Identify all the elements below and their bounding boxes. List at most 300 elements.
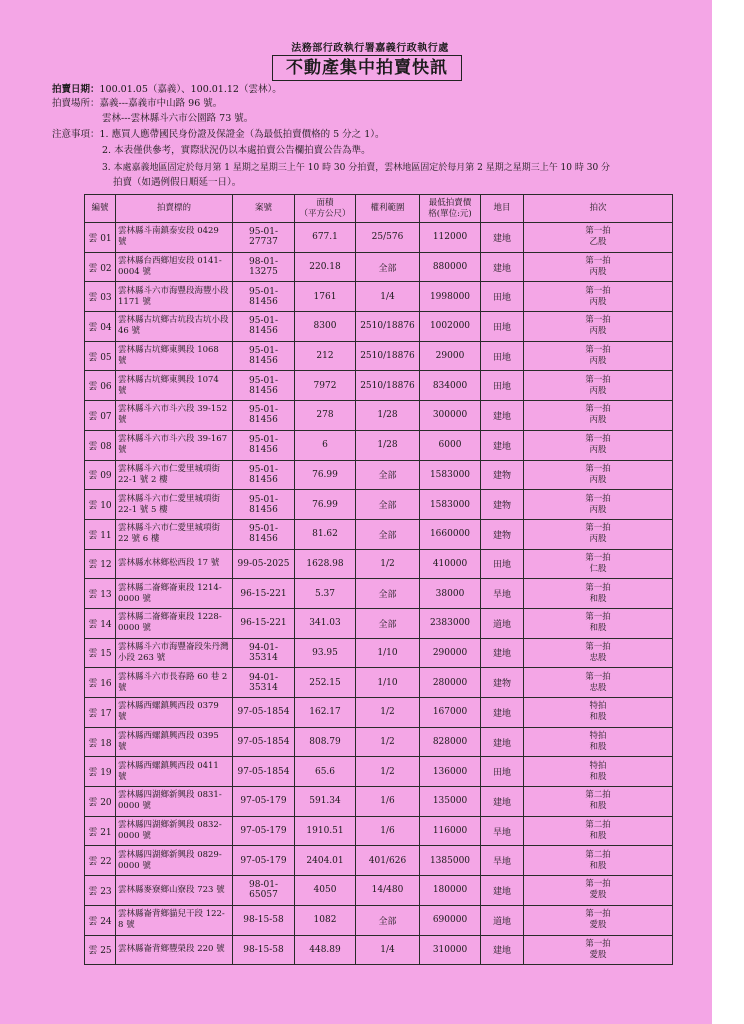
division-label: 丙股 (589, 356, 607, 367)
cell-land-use: 田地 (481, 341, 524, 371)
cell-rights: 1/4 (356, 282, 420, 312)
cell-no: 雲 02 (85, 252, 116, 282)
cell-case-no: 96-15-221 (233, 579, 295, 609)
cell-price: 280000 (420, 668, 481, 698)
header-price-line1: 最低拍賣價 (428, 197, 472, 208)
round-label: 第一拍 (585, 938, 611, 949)
cell-area: 341.03 (295, 608, 356, 638)
round-label: 第一拍 (585, 641, 611, 652)
cell-price: 310000 (420, 935, 481, 965)
cell-round (524, 430, 673, 460)
cell-case-no: 95-01-81456 (233, 312, 295, 342)
cell-no: 雲 12 (85, 549, 116, 579)
table-row (85, 223, 673, 253)
cell-land-use: 建地 (481, 787, 524, 817)
header-area (295, 195, 356, 223)
cell-area: 1761 (295, 282, 356, 312)
cell-round (524, 519, 673, 549)
cell-case-no: 95-01-81456 (233, 341, 295, 371)
cell-case-no: 97-05-1854 (233, 698, 295, 728)
cell-no: 雲 08 (85, 430, 116, 460)
cell-round (524, 816, 673, 846)
cell-rights: 1/4 (356, 935, 420, 965)
header-price (420, 195, 481, 223)
cell-no: 雲 15 (85, 638, 116, 668)
cell-item: 雲林縣水林鄉松西段 17 號 (116, 549, 233, 579)
round-label: 第一拍 (585, 523, 611, 534)
notes-label: 注意事項： (52, 129, 100, 140)
division-label: 忠股 (589, 682, 607, 693)
table-row (85, 252, 673, 282)
division-label: 和股 (589, 742, 607, 753)
cell-rights: 14/480 (356, 876, 420, 906)
cell-land-use: 建地 (481, 698, 524, 728)
division-label: 仁股 (589, 563, 607, 574)
venue-chiayi: 嘉義---嘉義市中山路 96 號。 (99, 98, 223, 109)
division-label: 和股 (589, 771, 607, 782)
division-label: 和股 (589, 860, 607, 871)
cell-land-use: 建物 (481, 668, 524, 698)
round-label: 第一拍 (585, 285, 611, 296)
cell-area: 1628.98 (295, 549, 356, 579)
cell-round (524, 223, 673, 253)
cell-land-use: 田地 (481, 282, 524, 312)
cell-item: 雲林縣崙背鄉貓兒干段 122-8 號 (116, 905, 233, 935)
round-label: 第一拍 (585, 879, 611, 890)
cell-no: 雲 07 (85, 401, 116, 431)
cell-round (524, 846, 673, 876)
division-label: 丙股 (589, 326, 607, 337)
table-row (85, 638, 673, 668)
cell-item: 雲林縣四湖鄉新興段 0831-0000 號 (116, 787, 233, 817)
round-label: 第一拍 (585, 345, 611, 356)
cell-no: 雲 24 (85, 905, 116, 935)
cell-land-use: 田地 (481, 757, 524, 787)
cell-land-use: 建地 (481, 638, 524, 668)
cell-area: 76.99 (295, 490, 356, 520)
auction-date-label: 拍賣日期： (52, 84, 100, 95)
cell-land-use: 建地 (481, 223, 524, 253)
division-label: 和股 (589, 623, 607, 634)
round-label: 特拍 (589, 731, 607, 742)
cell-land-use: 建物 (481, 490, 524, 520)
division-label: 丙股 (589, 296, 607, 307)
cell-price: 180000 (420, 876, 481, 906)
cell-land-use: 建物 (481, 519, 524, 549)
cell-item: 雲林縣斗六市海豐段海豐小段 1171 號 (116, 282, 233, 312)
header-rights: 權利範圍 (356, 195, 420, 223)
cell-round (524, 757, 673, 787)
table-row (85, 312, 673, 342)
table-row (85, 935, 673, 965)
division-label: 丙股 (589, 267, 607, 278)
round-label: 第一拍 (585, 256, 611, 267)
cell-no: 雲 06 (85, 371, 116, 401)
cell-case-no: 97-05-179 (233, 787, 295, 817)
cell-area: 4050 (295, 876, 356, 906)
cell-no: 雲 05 (85, 341, 116, 371)
cell-case-no: 95-01-81456 (233, 490, 295, 520)
cell-land-use: 田地 (481, 312, 524, 342)
cell-round (524, 698, 673, 728)
division-label: 丙股 (589, 385, 607, 396)
cell-land-use: 建地 (481, 876, 524, 906)
cell-price: 1660000 (420, 519, 481, 549)
cell-rights: 1/2 (356, 727, 420, 757)
cell-area: 2404.01 (295, 846, 356, 876)
cell-item: 雲林縣四湖鄉新興段 0829-0000 號 (116, 846, 233, 876)
note-2: 2. 本表僅供參考，實際狀況仍以本處拍賣公告欄拍賣公告為準。 (102, 145, 371, 156)
table-row (85, 460, 673, 490)
cell-item: 雲林縣西螺鎮興西段 0395 號 (116, 727, 233, 757)
table-row (85, 371, 673, 401)
round-label: 第二拍 (585, 849, 611, 860)
venue-line (52, 98, 222, 110)
division-label: 丙股 (589, 445, 607, 456)
cell-rights: 全部 (356, 905, 420, 935)
cell-item: 雲林縣斗六市斗六段 39-167 號 (116, 430, 233, 460)
cell-price: 2383000 (420, 608, 481, 638)
cell-land-use: 建地 (481, 401, 524, 431)
cell-round (524, 876, 673, 906)
cell-no: 雲 10 (85, 490, 116, 520)
cell-case-no: 95-01-81456 (233, 519, 295, 549)
cell-case-no: 97-05-179 (233, 846, 295, 876)
note-3-line-1: 3. 本處嘉義地區固定於每月第 1 星期之星期三上午 10 時 30 分拍賣，雲林地區固定於每月第 2 星期之星期三上午 10 時 30 分 (102, 163, 611, 173)
cell-land-use: 旱地 (481, 816, 524, 846)
cell-area: 591.34 (295, 787, 356, 817)
document-title: 不動產集中拍賣快訊 (272, 55, 462, 81)
header-area-line1: 面積 (316, 197, 334, 208)
division-label: 和股 (589, 593, 607, 604)
cell-item: 雲林縣斗南鎮泰安段 0429 號 (116, 223, 233, 253)
cell-price: 167000 (420, 698, 481, 728)
cell-round (524, 579, 673, 609)
header-area-line2: （平方公尺） (299, 208, 351, 219)
cell-round (524, 252, 673, 282)
cell-round (524, 282, 673, 312)
cell-area: 448.89 (295, 935, 356, 965)
header-price-line2: 格(單位:元) (428, 208, 472, 219)
cell-land-use: 道地 (481, 905, 524, 935)
notes-line-1 (52, 129, 385, 141)
cell-rights: 1/28 (356, 430, 420, 460)
division-label: 丙股 (589, 474, 607, 485)
cell-round (524, 312, 673, 342)
note-3-line-2: 拍賣（如遇例假日順延一日）。 (113, 177, 242, 188)
cell-item: 雲林縣斗六市仁愛里城項街 22-1 號 2 樓 (116, 460, 233, 490)
table-row (85, 282, 673, 312)
round-label: 第一拍 (585, 493, 611, 504)
round-label: 第一拍 (585, 612, 611, 623)
auction-date-value: 100.01.05（嘉義）、100.01.12（雲林）。 (99, 84, 282, 95)
division-label: 乙股 (589, 237, 607, 248)
cell-rights: 全部 (356, 579, 420, 609)
table-row (85, 757, 673, 787)
cell-rights: 1/2 (356, 549, 420, 579)
cell-case-no: 98-01-65057 (233, 876, 295, 906)
cell-area: 81.62 (295, 519, 356, 549)
venue-label: 拍賣場所： (52, 98, 100, 109)
cell-price: 1002000 (420, 312, 481, 342)
table-body (85, 223, 673, 965)
cell-case-no: 94-01-35314 (233, 668, 295, 698)
cell-price: 828000 (420, 727, 481, 757)
cell-price: 135000 (420, 787, 481, 817)
cell-land-use: 田地 (481, 549, 524, 579)
cell-case-no: 95-01-81456 (233, 430, 295, 460)
cell-no: 雲 01 (85, 223, 116, 253)
cell-round (524, 401, 673, 431)
cell-price: 834000 (420, 371, 481, 401)
table-row (85, 846, 673, 876)
table-row (85, 668, 673, 698)
cell-area: 5.37 (295, 579, 356, 609)
table-row (85, 341, 673, 371)
round-label: 第一拍 (585, 404, 611, 415)
cell-round (524, 787, 673, 817)
venue-yunlin: 雲林---雲林縣斗六市公園路 73 號。 (102, 113, 254, 124)
cell-case-no: 97-05-1854 (233, 727, 295, 757)
cell-price: 1583000 (420, 490, 481, 520)
cell-case-no: 94-01-35314 (233, 638, 295, 668)
cell-area: 6 (295, 430, 356, 460)
table-row (85, 519, 673, 549)
scan-margin (712, 0, 744, 1024)
cell-rights: 2510/18876 (356, 371, 420, 401)
cell-rights: 2510/18876 (356, 341, 420, 371)
cell-area: 162.17 (295, 698, 356, 728)
header-land-use: 地目 (481, 195, 524, 223)
table-row (85, 608, 673, 638)
cell-price: 112000 (420, 223, 481, 253)
cell-item: 雲林縣斗六市海豐崙段朱丹灣小段 263 號 (116, 638, 233, 668)
cell-rights: 全部 (356, 490, 420, 520)
cell-round (524, 905, 673, 935)
cell-price: 410000 (420, 549, 481, 579)
cell-land-use: 建地 (481, 252, 524, 282)
cell-land-use: 建地 (481, 430, 524, 460)
division-label: 和股 (589, 831, 607, 842)
table-row (85, 905, 673, 935)
cell-no: 雲 23 (85, 876, 116, 906)
auction-date-line (52, 84, 282, 96)
cell-area: 278 (295, 401, 356, 431)
round-label: 第一拍 (585, 552, 611, 563)
cell-case-no: 95-01-81456 (233, 401, 295, 431)
cell-no: 雲 21 (85, 816, 116, 846)
cell-round (524, 341, 673, 371)
cell-round (524, 727, 673, 757)
cell-land-use: 道地 (481, 608, 524, 638)
round-label: 第二拍 (585, 820, 611, 831)
division-label: 丙股 (589, 534, 607, 545)
table-row (85, 549, 673, 579)
cell-price: 1583000 (420, 460, 481, 490)
cell-area: 808.79 (295, 727, 356, 757)
cell-case-no: 99-05-2025 (233, 549, 295, 579)
cell-rights: 1/28 (356, 401, 420, 431)
division-label: 愛股 (589, 920, 607, 931)
cell-case-no: 95-01-81456 (233, 282, 295, 312)
round-label: 特拍 (589, 701, 607, 712)
table-row (85, 787, 673, 817)
cell-area: 677.1 (295, 223, 356, 253)
cell-rights: 1/10 (356, 668, 420, 698)
cell-rights: 1/10 (356, 638, 420, 668)
cell-case-no: 97-05-1854 (233, 757, 295, 787)
cell-item: 雲林縣斗六市仁愛里城項街 22 號 6 樓 (116, 519, 233, 549)
cell-round (524, 549, 673, 579)
cell-no: 雲 13 (85, 579, 116, 609)
cell-area: 7972 (295, 371, 356, 401)
cell-rights: 401/626 (356, 846, 420, 876)
cell-no: 雲 11 (85, 519, 116, 549)
cell-no: 雲 18 (85, 727, 116, 757)
cell-land-use: 建地 (481, 935, 524, 965)
cell-no: 雲 19 (85, 757, 116, 787)
table-row (85, 490, 673, 520)
cell-land-use: 建物 (481, 460, 524, 490)
header-no: 編號 (85, 195, 116, 223)
cell-case-no: 95-01-81456 (233, 460, 295, 490)
table-row (85, 876, 673, 906)
cell-no: 雲 22 (85, 846, 116, 876)
cell-land-use: 建地 (481, 727, 524, 757)
division-label: 丙股 (589, 504, 607, 515)
cell-rights: 全部 (356, 252, 420, 282)
cell-round (524, 668, 673, 698)
cell-no: 雲 03 (85, 282, 116, 312)
cell-rights: 全部 (356, 519, 420, 549)
cell-item: 雲林縣古坑鄉東興段 1068 號 (116, 341, 233, 371)
round-label: 第一拍 (585, 909, 611, 920)
cell-rights: 1/2 (356, 757, 420, 787)
cell-item: 雲林縣斗六市長春路 60 巷 2 號 (116, 668, 233, 698)
cell-price: 1998000 (420, 282, 481, 312)
cell-round (524, 371, 673, 401)
cell-rights: 1/6 (356, 816, 420, 846)
cell-case-no: 95-01-27737 (233, 223, 295, 253)
cell-round (524, 460, 673, 490)
cell-area: 212 (295, 341, 356, 371)
table-row (85, 430, 673, 460)
cell-price: 1385000 (420, 846, 481, 876)
cell-round (524, 638, 673, 668)
cell-item: 雲林縣西螺鎮興西段 0411 號 (116, 757, 233, 787)
table-row (85, 579, 673, 609)
cell-rights: 1/6 (356, 787, 420, 817)
round-label: 第一拍 (585, 463, 611, 474)
cell-round (524, 490, 673, 520)
cell-no: 雲 16 (85, 668, 116, 698)
cell-item: 雲林縣四湖鄉新興段 0832-0000 號 (116, 816, 233, 846)
cell-item: 雲林縣古坑鄉古坑段古坑小段 46 號 (116, 312, 233, 342)
round-label: 特拍 (589, 760, 607, 771)
round-label: 第一拍 (585, 434, 611, 445)
agency-name: 法務部行政執行署嘉義行政執行處 (291, 43, 449, 54)
table-row (85, 401, 673, 431)
round-label: 第二拍 (585, 790, 611, 801)
round-label: 第一拍 (585, 315, 611, 326)
cell-case-no: 96-15-221 (233, 608, 295, 638)
cell-case-no: 98-15-58 (233, 905, 295, 935)
division-label: 丙股 (589, 415, 607, 426)
cell-item: 雲林縣古坑鄉東興段 1074 號 (116, 371, 233, 401)
table-row (85, 816, 673, 846)
round-label: 第一拍 (585, 226, 611, 237)
cell-case-no: 95-01-81456 (233, 371, 295, 401)
cell-area: 76.99 (295, 460, 356, 490)
cell-area: 65.6 (295, 757, 356, 787)
cell-item: 雲林縣麥寮鄉山寮段 723 號 (116, 876, 233, 906)
cell-item: 雲林縣西螺鎮興西段 0379 號 (116, 698, 233, 728)
cell-land-use: 旱地 (481, 846, 524, 876)
header-round: 拍次 (524, 195, 673, 223)
cell-price: 690000 (420, 905, 481, 935)
table-row (85, 698, 673, 728)
division-label: 愛股 (589, 890, 607, 901)
cell-price: 116000 (420, 816, 481, 846)
note-1: 1. 應買人應帶國民身份證及保證金（為最低拍賣價格的 5 分之 1）。 (99, 129, 385, 140)
cell-land-use: 田地 (481, 371, 524, 401)
round-label: 第一拍 (585, 671, 611, 682)
cell-item: 雲林縣台西鄉旭安段 0141-0004 號 (116, 252, 233, 282)
division-label: 忠股 (589, 652, 607, 663)
division-label: 和股 (589, 712, 607, 723)
cell-price: 300000 (420, 401, 481, 431)
cell-area: 8300 (295, 312, 356, 342)
cell-rights: 25/576 (356, 223, 420, 253)
cell-rights: 1/2 (356, 698, 420, 728)
cell-item: 雲林縣斗六市仁愛里城項街 22-1 號 5 樓 (116, 490, 233, 520)
cell-no: 雲 20 (85, 787, 116, 817)
round-label: 第一拍 (585, 582, 611, 593)
auction-table (84, 194, 673, 965)
cell-area: 252.15 (295, 668, 356, 698)
cell-price: 136000 (420, 757, 481, 787)
cell-item: 雲林縣二崙鄉崙東段 1228-0000 號 (116, 608, 233, 638)
cell-no: 雲 09 (85, 460, 116, 490)
cell-item: 雲林縣崙背鄉豐榮段 220 號 (116, 935, 233, 965)
round-label: 第一拍 (585, 374, 611, 385)
cell-no: 雲 04 (85, 312, 116, 342)
cell-no: 雲 17 (85, 698, 116, 728)
division-label: 愛股 (589, 949, 607, 960)
cell-area: 1910.51 (295, 816, 356, 846)
cell-round (524, 935, 673, 965)
cell-price: 6000 (420, 430, 481, 460)
cell-rights: 全部 (356, 608, 420, 638)
cell-price: 290000 (420, 638, 481, 668)
cell-case-no: 98-15-58 (233, 935, 295, 965)
cell-land-use: 旱地 (481, 579, 524, 609)
header-item: 拍賣標的 (116, 195, 233, 223)
table-row (85, 727, 673, 757)
cell-area: 93.95 (295, 638, 356, 668)
cell-area: 1082 (295, 905, 356, 935)
header-case-no: 案號 (233, 195, 295, 223)
cell-no: 雲 14 (85, 608, 116, 638)
cell-area: 220.18 (295, 252, 356, 282)
cell-rights: 全部 (356, 460, 420, 490)
cell-rights: 2510/18876 (356, 312, 420, 342)
cell-round (524, 608, 673, 638)
cell-case-no: 97-05-179 (233, 816, 295, 846)
cell-no: 雲 25 (85, 935, 116, 965)
cell-price: 38000 (420, 579, 481, 609)
cell-item: 雲林縣二崙鄉崙東段 1214-0000 號 (116, 579, 233, 609)
